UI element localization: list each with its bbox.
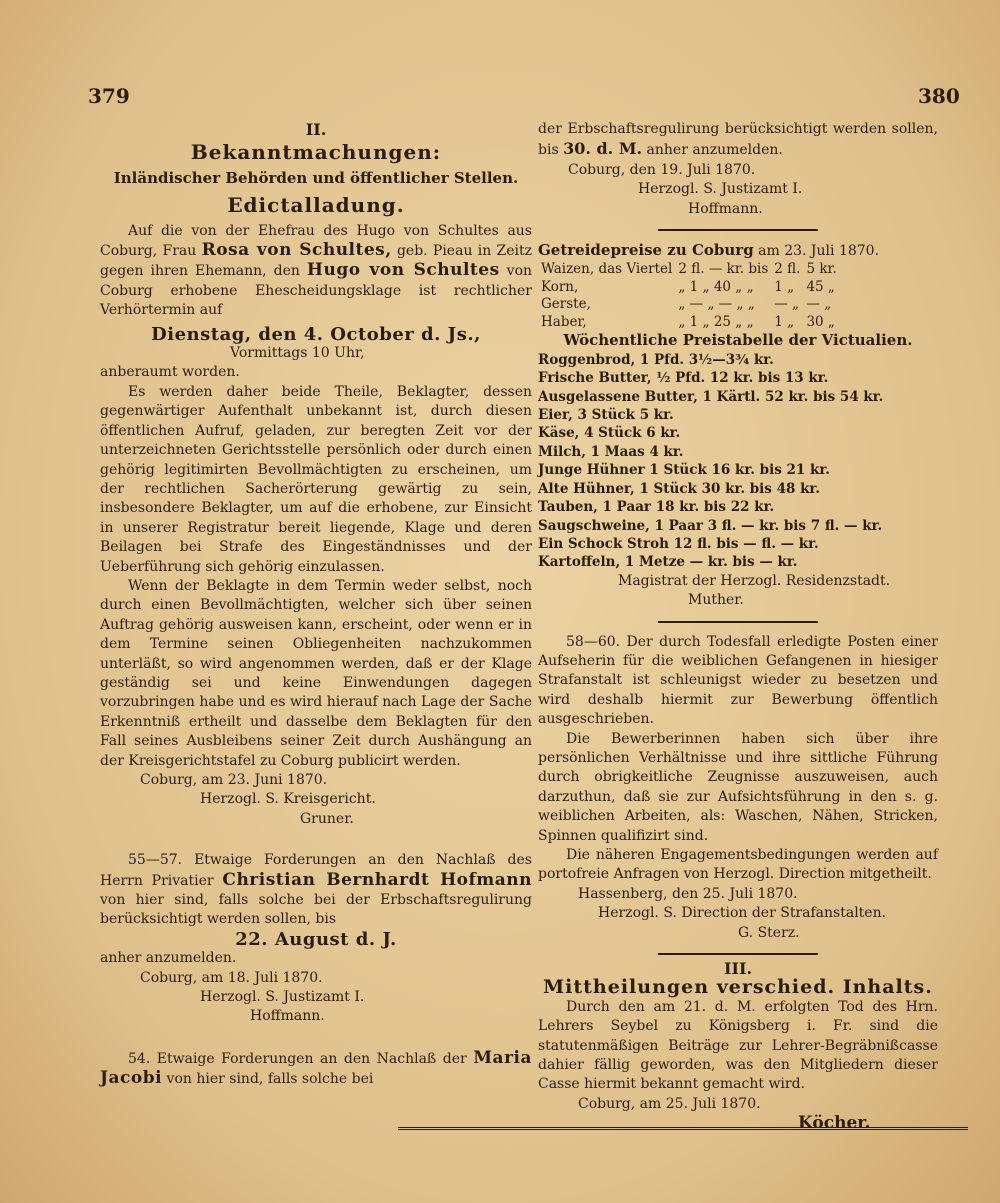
grain-upper-kr: 30 „ <box>806 313 835 330</box>
list-item: Roggenbrod, 1 Pfd. 3½—3¾ kr. <box>538 351 774 368</box>
list-item: Ausgelassene Butter, 1 Kärtl. 52 kr. bis 54 kr. <box>538 388 884 405</box>
grain-upper: 1 „ <box>774 278 795 295</box>
notice-54-name: Maria Jacobi <box>100 1047 532 1089</box>
edict-paragraph-1 <box>100 222 532 321</box>
grain-range: „ 1 „ 25 „ „ <box>678 313 754 330</box>
edict-name-rosa: Rosa von Schultes, <box>201 240 392 261</box>
list-item: Alte Hühner, 1 Stück 30 kr. bis 48 kr. <box>538 480 821 497</box>
edict-text-d: anberaumt worden. <box>100 364 240 381</box>
page-number-left: 379 <box>88 84 130 108</box>
grain-upper: 2 fl. <box>774 261 801 278</box>
notice-55-signature-office: Herzogl. S. Justizamt I. <box>200 989 365 1006</box>
list-item: Käse, 4 Stück 6 kr. <box>538 425 681 442</box>
notice-58-place-date: Hassenberg, den 25. Juli 1870. <box>578 885 798 902</box>
victuals-signature-name: Muther. <box>688 592 744 609</box>
grain-heading-title: Getreidepreise zu Coburg <box>538 241 754 260</box>
edict-paragraph-3: Wenn der Beklagte in dem Termin weder selbst, noch durch einen Bevollmächtigten, welcher sich über seinen Auftrag gehörig ausweisen kann, erscheint, oder wenn er in dem Termine seinen Obliegenheiten nachzukommen unterläßt, so wird angenommen werden, daß er der Klage geständig sei und keine Einwendungen dagegen vorzubringen habe und es wird hierauf nach Lage der Sache Erkenntniß ertheilt und dasselbe dem Beklagten für den Fall seines Ausbleibens seiner Zeit durch Aushängung an der Kreisgerichtstafel zu Coburg publicirt werden. <box>100 577 532 769</box>
edict-name-hugo: Hugo von Schultes <box>306 260 500 281</box>
notice-55-signature-name: Hoffmann. <box>250 1008 325 1025</box>
notice-55-deadline: 22. August d. J. <box>235 928 397 950</box>
grain-upper-kr: 5 kr. <box>806 261 837 278</box>
edict-date-line: Dienstag, den 4. October d. Js., <box>151 323 481 345</box>
table-row <box>538 314 840 332</box>
edict-paragraph-2: Es werden daher beide Theile, Beklagter, dessen gegenwärtiger Aufenthalt unbekannt ist, durch diesen öffentlichen Aufruf, geladen, zur beregten Zeit vor der unterzeichneten Gerichtsstelle persönlich oder durch einen gehörig legitimirten Bevollmächtigten zu erscheinen, um der rechtlichen Sacherörterung gewärtig zu sein, insbesondere Beklagter, um auf die erhobene, zur Einsicht in unserer Registratur bereit liegende, Klage und deren Beilagen bei Strafe des Eingeständnisses und der Ueberführung sich gehörig einzulassen. <box>100 383 532 575</box>
divider <box>658 621 818 623</box>
list-item: Kartoffeln, 1 Metze — kr. bis — kr. <box>538 554 798 571</box>
list-item: Ein Schock Stroh 12 fl. bis — fl. — kr. <box>538 535 819 552</box>
grain-item: Haber, <box>541 313 587 330</box>
notice-54-text-b: von hier sind, falls solche bei <box>166 1071 374 1088</box>
victuals-heading: Wöchentliche Preistabelle der Victualien. <box>563 331 913 350</box>
grain-heading-date: am 23. Juli 1870. <box>758 243 880 260</box>
notice-55-text-a: 55—57. Etwaige Forderungen an den Nachlaß des Herrn Privatier <box>100 852 532 889</box>
notice-54-signature-office: Herzogl. S. Justizamt I. <box>638 181 803 198</box>
right-column <box>538 120 938 1134</box>
edict-place-date: Coburg, am 23. Juni 1870. <box>140 772 328 788</box>
left-column <box>100 120 532 1090</box>
notice-54-paragraph <box>100 1049 532 1090</box>
grain-upper: 1 „ <box>774 313 795 330</box>
section-heading-bekanntmachungen: Bekanntmachungen: <box>190 140 442 165</box>
grain-price-table <box>538 261 840 331</box>
grain-heading <box>538 241 938 261</box>
grain-range: „ 1 „ 40 „ „ <box>678 278 754 295</box>
notice-54-deadline: 30. d. M. <box>563 139 643 159</box>
grain-upper-kr: 45 „ <box>806 278 835 295</box>
grain-range: „ — „ — „ „ <box>678 296 755 313</box>
edict-time-line: Vormittags 10 Uhr, <box>230 345 365 362</box>
notice-58-paragraph-2: Die Bewerberinnen haben sich über ihre persönlichen Verhältnisse und ihre sittliche Führung durch obrigkeitliche Zeugnisse auszuweisen, auch darzuthun, daß sie zur Aufsichtsführung in den s. g. weiblichen Arbeiten, als: Waschen, Nähen, Stricken, Spinnen qualifizirt sind. <box>538 730 938 844</box>
notice-58-paragraph-3: Die näheren Engagementsbedingungen werden auf portofreie Anfragen von Herzogl. Direction mitgetheilt. <box>538 847 938 883</box>
notice-55-paragraph <box>100 851 532 930</box>
edict-signature-office: Herzogl. S. Kreisgericht. <box>200 791 376 808</box>
edict-text-b: geb. Pieau in Zeitz gegen ihren Ehemann, den <box>100 243 533 280</box>
notice-55-text-c: anher anzumelden. <box>100 950 237 967</box>
section-3-paragraph: Durch den am 21. d. M. erfolgten Tod des Hrn. Lehrers Seybel zu Königsberg i. Fr. sind die statutenmäßigen Beiträge zur Lehrer-Begräbnißcasse dahier fällig geworden, was den Mitgliedern dieser Casse hiermit bekannt gemacht wird. <box>538 998 938 1093</box>
notice-54-cont-text-2: anher anzumelden. <box>646 142 783 159</box>
section-numeral-ii: II. <box>305 120 327 139</box>
notice-54-continuation <box>538 120 938 161</box>
notice-58-signature-office: Herzogl. S. Direction der Strafanstalten. <box>598 905 887 922</box>
divider <box>658 229 818 231</box>
page-number-right: 380 <box>918 84 960 108</box>
list-item: Junge Hühner 1 Stück 16 kr. bis 21 kr. <box>538 462 830 479</box>
section-numeral-iii: III. <box>723 959 753 979</box>
grain-upper: — „ <box>774 296 800 313</box>
edict-text-c: von Coburg erhobene Ehescheidungsklage ist rechtlicher Verhörtermin auf <box>100 263 533 319</box>
grain-item: Waizen, das Viertel <box>541 261 673 278</box>
list-item: Saugschweine, 1 Paar 3 fl. — kr. bis 7 fl. — kr. <box>538 517 883 534</box>
table-row <box>538 279 840 297</box>
list-item: Milch, 1 Maas 4 kr. <box>538 443 684 460</box>
edict-title: Edictalladung. <box>227 193 405 218</box>
footer-rule <box>398 1127 968 1130</box>
notice-54-cont-text: der Erbschaftsregulirung berücksichtigt werden sollen, bis <box>538 121 938 159</box>
grain-item: Korn, <box>541 278 579 295</box>
list-item: Eier, 3 Stück 5 kr. <box>538 407 674 424</box>
table-row <box>538 296 840 314</box>
notice-55-place-date: Coburg, am 18. Juli 1870. <box>140 969 323 986</box>
section-3-signature: Köcher. <box>798 1113 871 1134</box>
section-heading-mittheilungen: Mittheilungen verschied. Inhalts. <box>543 976 933 999</box>
notice-54-text-a: 54. Etwaige Forderungen an den Nachlaß der <box>128 1050 467 1067</box>
section-subheading: Inländischer Behörden und öffentlicher Stellen. <box>113 168 519 187</box>
edict-signature-name: Gruner. <box>300 810 354 827</box>
grain-upper-kr: — „ <box>806 296 832 313</box>
section-3-place-date: Coburg, am 25. Juli 1870. <box>578 1095 761 1112</box>
notice-55-text-b: von hier sind, falls solche bei der Erbschaftsregulirung berücksichtigt werden sollen, bis <box>100 892 532 928</box>
notice-55-name: Christian Bernhardt Hofmann <box>222 869 533 890</box>
list-item: Frische Butter, ½ Pfd. 12 kr. bis 13 kr. <box>538 370 829 387</box>
grain-item: Gerste, <box>541 296 591 313</box>
victuals-signature-office: Magistrat der Herzogl. Residenzstadt. <box>618 572 891 589</box>
table-row <box>538 261 840 279</box>
notice-58-paragraph-1: 58—60. Der durch Todesfall erledigte Posten einer Aufseherin für die weiblichen Gefangenen in hiesiger Strafanstalt ist schleunigst wieder zu besetzen und wird deshalb hiermit zur Bewerbung öffentlich ausgeschrieben. <box>538 633 938 728</box>
victuals-list <box>538 351 938 572</box>
divider <box>658 953 818 955</box>
grain-range: 2 fl. — kr. bis <box>678 261 769 278</box>
list-item: Tauben, 1 Paar 18 kr. bis 22 kr. <box>538 499 775 516</box>
edict-text-a: Auf die von der Ehefrau des Hugo von Schultes aus Coburg, Frau <box>100 222 532 260</box>
notice-54-place-date: Coburg, den 19. Juli 1870. <box>568 161 756 178</box>
notice-54-signature-name: Hoffmann. <box>688 200 763 217</box>
notice-58-signature-name: G. Sterz. <box>738 924 800 941</box>
